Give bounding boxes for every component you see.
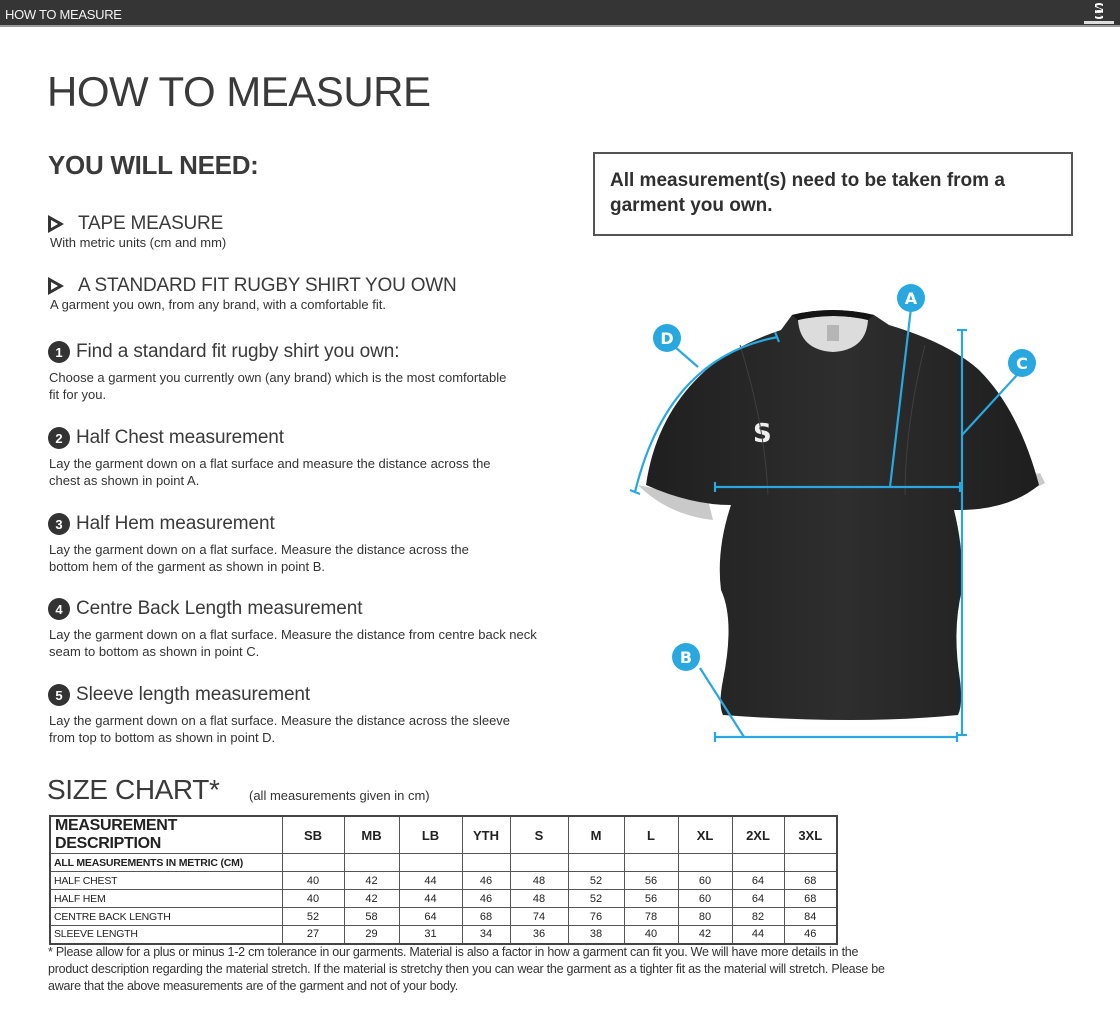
triangle-play-icon	[48, 277, 64, 295]
cell: 80	[678, 908, 732, 926]
cell: 52	[568, 872, 624, 890]
column-header: SB	[282, 816, 344, 854]
cell: 56	[624, 872, 678, 890]
table-header-row	[50, 816, 837, 854]
column-header: MEASUREMENT DESCRIPTION	[50, 816, 282, 854]
cell: 31	[399, 926, 462, 944]
step-description: Lay the garment down on a flat surface. Measure the distance from centre back neck seam to bottom as shown in point C.	[49, 627, 537, 659]
step-title: Half Hem measurement	[76, 513, 275, 534]
step-description: Choose a garment you currently own (any brand) which is the most comfortable fit for you.	[49, 370, 507, 402]
cell: 78	[624, 908, 678, 926]
cell: 74	[510, 908, 568, 926]
table-row	[50, 890, 837, 908]
column-header: S	[510, 816, 568, 854]
cell: 76	[568, 908, 624, 926]
cell: 38	[568, 926, 624, 944]
cell: 42	[344, 872, 399, 890]
you-will-need-title: YOU WILL NEED:	[48, 150, 259, 180]
cell: 29	[344, 926, 399, 944]
top-bar	[0, 0, 1120, 27]
step-number-badge: 4	[48, 598, 70, 620]
need-item-subtitle: With metric units (cm and mm)	[50, 235, 227, 250]
need-item-tape-measure	[48, 213, 226, 250]
svg-text:A: A	[904, 289, 918, 308]
cell: 44	[732, 926, 784, 944]
svg-text:C: C	[1016, 354, 1028, 373]
cell: 40	[624, 926, 678, 944]
row-label: CENTRE BACK LENGTH	[50, 908, 282, 926]
svg-text:B: B	[679, 648, 693, 667]
column-header: M	[568, 816, 624, 854]
size-chart-note: (all measurements given in cm)	[249, 788, 430, 803]
step-title: Half Chest measurement	[76, 427, 284, 448]
cell: 84	[784, 908, 837, 926]
cell: 82	[732, 908, 784, 926]
neck-label	[827, 325, 839, 341]
cell: 64	[732, 890, 784, 908]
page-title: HOW TO MEASURE	[47, 68, 431, 115]
row-label: HALF CHEST	[50, 872, 282, 890]
step-title: Sleeve length measurement	[76, 684, 311, 705]
table-row-units	[50, 854, 837, 872]
cell: 44	[399, 890, 462, 908]
cell: 64	[732, 872, 784, 890]
top-bar-title: HOW TO MEASURE	[5, 7, 122, 22]
notice-box: All measurement(s) need to be taken from a garment you own.	[593, 152, 1073, 236]
cell: 58	[344, 908, 399, 926]
cell: 40	[282, 872, 344, 890]
step-description: Lay the garment down on a flat surface and measure the distance across the chest as shown in point A.	[49, 456, 491, 488]
cell: 46	[462, 872, 510, 890]
cell: 52	[282, 908, 344, 926]
column-header: XL	[678, 816, 732, 854]
cell: 48	[510, 872, 568, 890]
need-item-rugby-shirt	[48, 275, 457, 312]
row-label: SLEEVE LENGTH	[50, 926, 282, 944]
shirt-measurement-diagram	[620, 280, 1060, 750]
step-description: Lay the garment down on a flat surface. Measure the distance across the bottom hem of the garment as shown in point B.	[49, 542, 469, 574]
marker-c	[1008, 349, 1036, 377]
step-title: Centre Back Length measurement	[76, 598, 363, 619]
column-header: LB	[399, 816, 462, 854]
marker-a	[897, 284, 925, 312]
step-title: Find a standard fit rugby shirt you own:	[76, 341, 400, 362]
cell: 42	[678, 926, 732, 944]
cell: 46	[462, 890, 510, 908]
cell: 56	[624, 890, 678, 908]
step-number-badge: 5	[48, 684, 70, 706]
surridge-logo-icon	[1082, 1, 1116, 26]
cell: 42	[344, 890, 399, 908]
cell: 64	[399, 908, 462, 926]
need-item-title: A STANDARD FIT RUGBY SHIRT YOU OWN	[78, 275, 457, 296]
cell: 40	[282, 890, 344, 908]
column-header: MB	[344, 816, 399, 854]
cell: 36	[510, 926, 568, 944]
row-label: ALL MEASUREMENTS IN METRIC (CM)	[50, 854, 282, 872]
step-5	[48, 684, 518, 746]
cell: 48	[510, 890, 568, 908]
column-header: 3XL	[784, 816, 837, 854]
step-2	[48, 427, 518, 489]
footnote: * Please allow for a plus or minus 1-2 cm tolerance in our garments. Material is also a factor in how a garment can fit you. We will have more details in the product description regarding the material stretch. If the material is stretchy then you can wear the garment as a tighter fit as the material will stretch. Please be aware that the above measurements are of the garment and not of your body.	[48, 945, 885, 993]
cell: 68	[462, 908, 510, 926]
column-header: 2XL	[732, 816, 784, 854]
cell: 44	[399, 872, 462, 890]
svg-text:D: D	[660, 329, 674, 348]
cell: 68	[784, 890, 837, 908]
chest-logo-icon: S	[753, 419, 772, 449]
column-header: L	[624, 816, 678, 854]
size-chart-table	[49, 815, 838, 945]
step-3	[48, 513, 493, 575]
cell: 60	[678, 872, 732, 890]
step-number-badge: 1	[48, 341, 70, 363]
cell: 52	[568, 890, 624, 908]
step-1	[48, 341, 508, 403]
cell: 34	[462, 926, 510, 944]
cell: 46	[784, 926, 837, 944]
row-label: HALF HEM	[50, 890, 282, 908]
cell: 68	[784, 872, 837, 890]
step-number-badge: 3	[48, 513, 70, 535]
need-item-title: TAPE MEASURE	[78, 213, 224, 234]
table-row	[50, 908, 837, 926]
cell: 60	[678, 890, 732, 908]
step-number-badge: 2	[48, 427, 70, 449]
table-row	[50, 872, 837, 890]
need-item-subtitle: A garment you own, from any brand, with a comfortable fit.	[50, 297, 386, 312]
step-4	[48, 598, 558, 660]
triangle-play-icon	[48, 215, 64, 233]
step-description: Lay the garment down on a flat surface. Measure the distance across the sleeve from top to bottom as shown in point D.	[49, 713, 511, 745]
marker-d	[653, 324, 681, 352]
cell: 27	[282, 926, 344, 944]
size-chart-title: SIZE CHART*	[47, 774, 220, 805]
column-header: YTH	[462, 816, 510, 854]
table-row	[50, 926, 837, 944]
marker-b	[672, 643, 700, 671]
